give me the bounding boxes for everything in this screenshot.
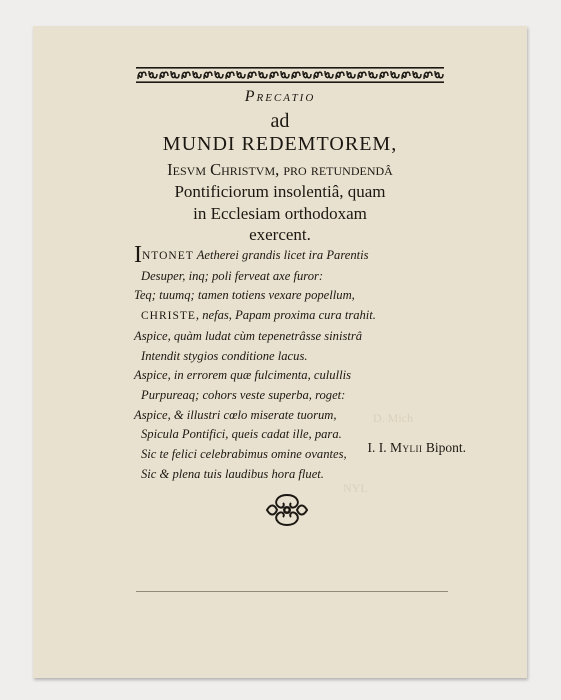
ornament-motif	[160, 72, 168, 79]
ornament-motif	[380, 72, 388, 79]
ornament-motif	[259, 71, 267, 78]
title-iesum-christum: Iesvm Christvm, pro retundendâ	[167, 160, 393, 179]
ornament-motif	[347, 71, 355, 78]
bottom-rule	[136, 591, 448, 592]
ornament-motif	[204, 72, 212, 79]
document-page	[33, 26, 527, 678]
bleed-through-text: NYL	[343, 481, 368, 495]
ornament-motif	[248, 72, 256, 79]
ornament-motif	[413, 71, 421, 78]
author-signature	[296, 440, 466, 456]
author-name: Mylii	[389, 440, 423, 455]
ornament-motif	[369, 71, 377, 78]
ornament-motif	[149, 71, 157, 78]
poem-line	[134, 306, 474, 327]
title-mundi-redemtorem: MUNDI REDEMTOREM,	[162, 133, 398, 155]
poem-line-text: , nefas, Papam proxima cura trahit.	[195, 308, 376, 323]
poem-line: Purpureaq; cohors veste superba, roget:	[141, 387, 346, 402]
ornament-motif	[138, 72, 146, 79]
drop-cap: I	[134, 242, 142, 268]
ornament-motif	[193, 71, 201, 78]
ornamental-band-icon	[136, 67, 444, 83]
poem-line: Aspice, & illustri cœlo miserate tuorum,	[134, 407, 337, 422]
fleuron-icon	[263, 491, 311, 529]
title-pontificiorum: Pontificiorum insolentiâ, quam	[174, 182, 386, 201]
ornament-motif	[435, 71, 443, 78]
ornament-motif	[182, 72, 190, 79]
author-place: Bipont.	[422, 440, 466, 455]
poem-line: Aspice, quàm ludat cùm tepenetrâsse sinistrâ	[134, 328, 363, 343]
title-precatio: Precatio	[244, 88, 316, 105]
title-in-ecclesiam: in Ecclesiam orthodoxam	[193, 204, 367, 223]
ornament-motif	[237, 71, 245, 78]
title-exercent: exercent.	[249, 225, 311, 244]
ornament-motif	[281, 71, 289, 78]
ornament-motif	[358, 72, 366, 79]
title-ad: ad	[270, 110, 290, 132]
ornament-motif	[226, 72, 234, 79]
poem-line: Aspice, in errorem quæ fulcimenta, culullis	[134, 368, 351, 383]
poem-smallcaps: CHRISTE	[141, 310, 196, 323]
ornament-motif	[303, 71, 311, 78]
ornament-motif	[314, 72, 322, 79]
ornament-motif	[424, 72, 432, 79]
bleed-through-text: D. Mich	[373, 411, 413, 425]
ornament-motif	[391, 71, 399, 78]
poem-line: Spicula Pontifici, queis cadat ille, para.	[141, 427, 342, 442]
poem-line: Desuper, inq; poli ferveat axe furor:	[141, 268, 324, 283]
ornament-motif	[215, 71, 223, 78]
poem-line	[134, 242, 474, 268]
poem-line-text: Aetherei grandis licet ira Parentis	[193, 248, 369, 262]
poem-line: Sic te felici celebrabimus omine ovantes,	[141, 447, 347, 462]
poem-line: Intendit stygios conditione lacus.	[141, 348, 308, 363]
ornament-motif	[292, 72, 300, 79]
poem-line: Sic & plena tuis laudibus hora fluet.	[141, 466, 324, 481]
author-initials: I. I.	[367, 440, 390, 455]
ornament-motif	[171, 71, 179, 78]
poem-line: Teq; tuumq; tamen totiens vexare popellum,	[134, 288, 355, 303]
poem-smallcaps: NTONET	[142, 250, 194, 262]
ornament-motif	[402, 72, 410, 79]
ornament-motif	[325, 71, 333, 78]
ornament-motif	[336, 72, 344, 79]
ornament-motif	[270, 72, 278, 79]
